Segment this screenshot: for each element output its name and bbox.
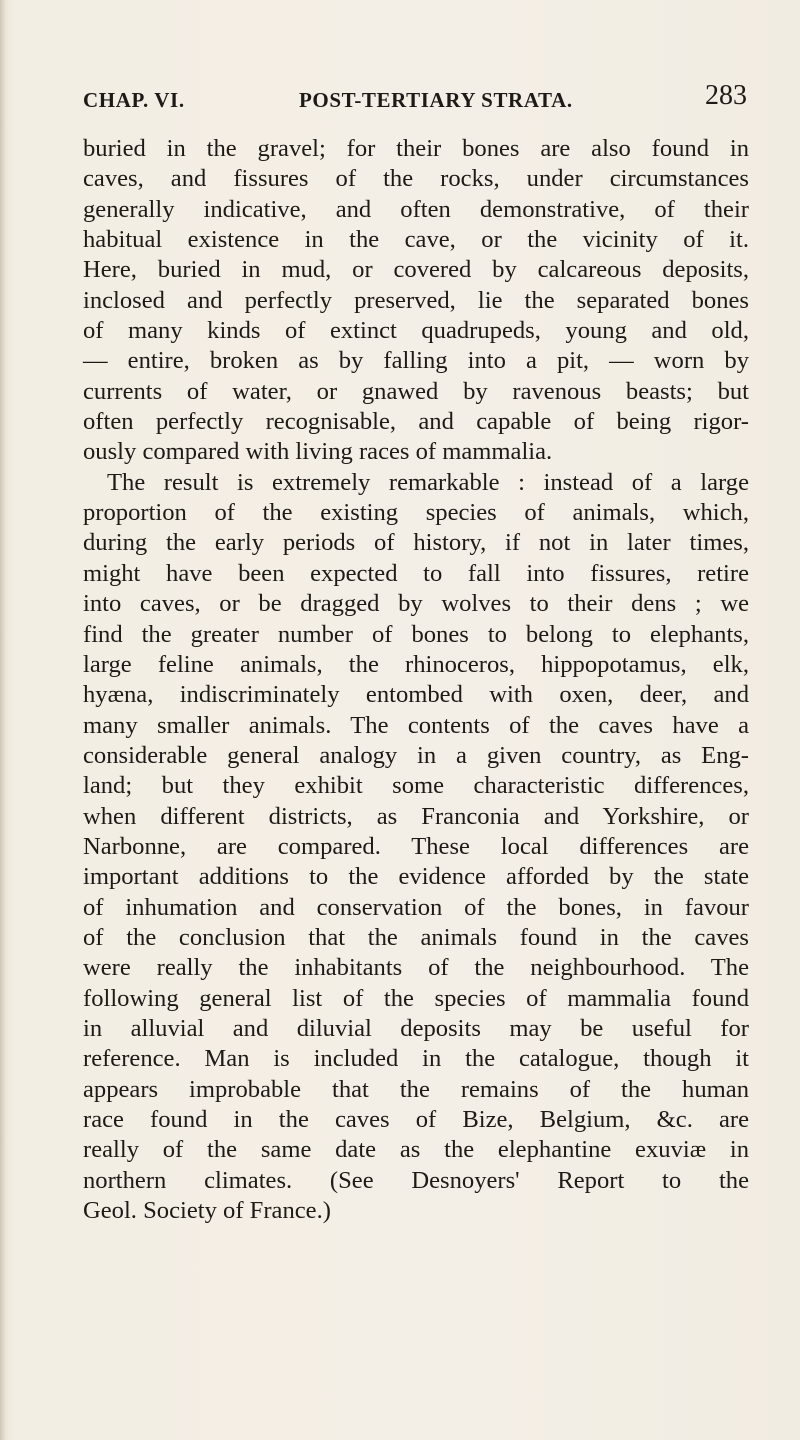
body-text	[83, 134, 749, 1226]
text-line: often perfectly recognisable, and capable of being rigor-	[83, 408, 749, 436]
text-line: many smaller animals. The contents of the caves have a	[83, 711, 749, 739]
text-line: habitual existence in the cave, or the vicinity of it.	[83, 226, 749, 254]
page-number: 283	[705, 80, 747, 111]
text-line: reference. Man is included in the catalogue, though it	[83, 1045, 749, 1073]
text-line: of inhumation and conservation of the bones, in favour	[83, 893, 749, 921]
text-line: during the early periods of history, if not in later times,	[83, 529, 749, 557]
text-line: buried in the gravel; for their bones are also found in	[83, 135, 749, 162]
text-line: large feline animals, the rhinoceros, hippopotamus, elk,	[83, 650, 749, 678]
paragraph-1	[83, 134, 749, 468]
section-title: POST-TERTIARY STRATA.	[299, 88, 573, 112]
text-line: Narbonne, are compared. These local differences are	[83, 832, 749, 860]
text-line: hyæna, indiscriminately entombed with oxen, deer, and	[83, 681, 749, 709]
text-line: really of the same date as the elephantine exuviæ in	[83, 1136, 749, 1164]
text-line: northern climates. (See Desnoyers' Report to the	[83, 1166, 749, 1194]
text-line: The result is extremely remarkable : instead of a large	[107, 468, 749, 496]
text-line: Geol. Society of France.)	[83, 1197, 331, 1225]
text-line: ously compared with living races of mammalia.	[83, 438, 553, 466]
text-line: might have been expected to fall into fissures, retire	[83, 559, 749, 587]
text-line: proportion of the existing species of animals, which,	[83, 499, 749, 527]
text-line: in alluvial and diluvial deposits may be useful for	[83, 1014, 749, 1042]
text-line: inclosed and perfectly preserved, lie the separated bones	[83, 286, 749, 314]
text-line: land; but they exhibit some characteristic differences,	[83, 772, 749, 800]
text-line: considerable general analogy in a given country, as Eng-	[83, 741, 749, 769]
chapter-label: CHAP. VI.	[83, 88, 185, 112]
text-line: when different districts, as Franconia and Yorkshire, or	[83, 802, 749, 830]
text-line: appears improbable that the remains of the human	[83, 1075, 749, 1103]
text-line: following general list of the species of mammalia found	[83, 984, 749, 1012]
text-line: caves, and fissures of the rocks, under circumstances	[83, 165, 749, 193]
text-line: generally indicative, and often demonstrative, of their	[83, 195, 749, 223]
page-spine-shadow	[0, 0, 6, 1440]
paragraph-2	[83, 468, 749, 1227]
text-line: Here, buried in mud, or covered by calcareous deposits,	[83, 256, 749, 284]
text-line: find the greater number of bones to belong to elephants,	[83, 620, 749, 648]
running-head	[83, 80, 747, 120]
text-line: race found in the caves of Bize, Belgium, &c. are	[83, 1106, 749, 1133]
text-line: important additions to the evidence afforded by the state	[83, 863, 749, 891]
text-line: of many kinds of extinct quadrupeds, young and old,	[83, 317, 749, 345]
text-line: were really the inhabitants of the neighbourhood. The	[83, 954, 749, 982]
text-line: of the conclusion that the animals found in the caves	[83, 923, 749, 951]
text-line: — entire, broken as by falling into a pit, — worn by	[83, 347, 749, 375]
text-line: into caves, or be dragged by wolves to their dens ; we	[83, 590, 749, 618]
text-line: currents of water, or gnawed by ravenous beasts; but	[83, 377, 749, 405]
